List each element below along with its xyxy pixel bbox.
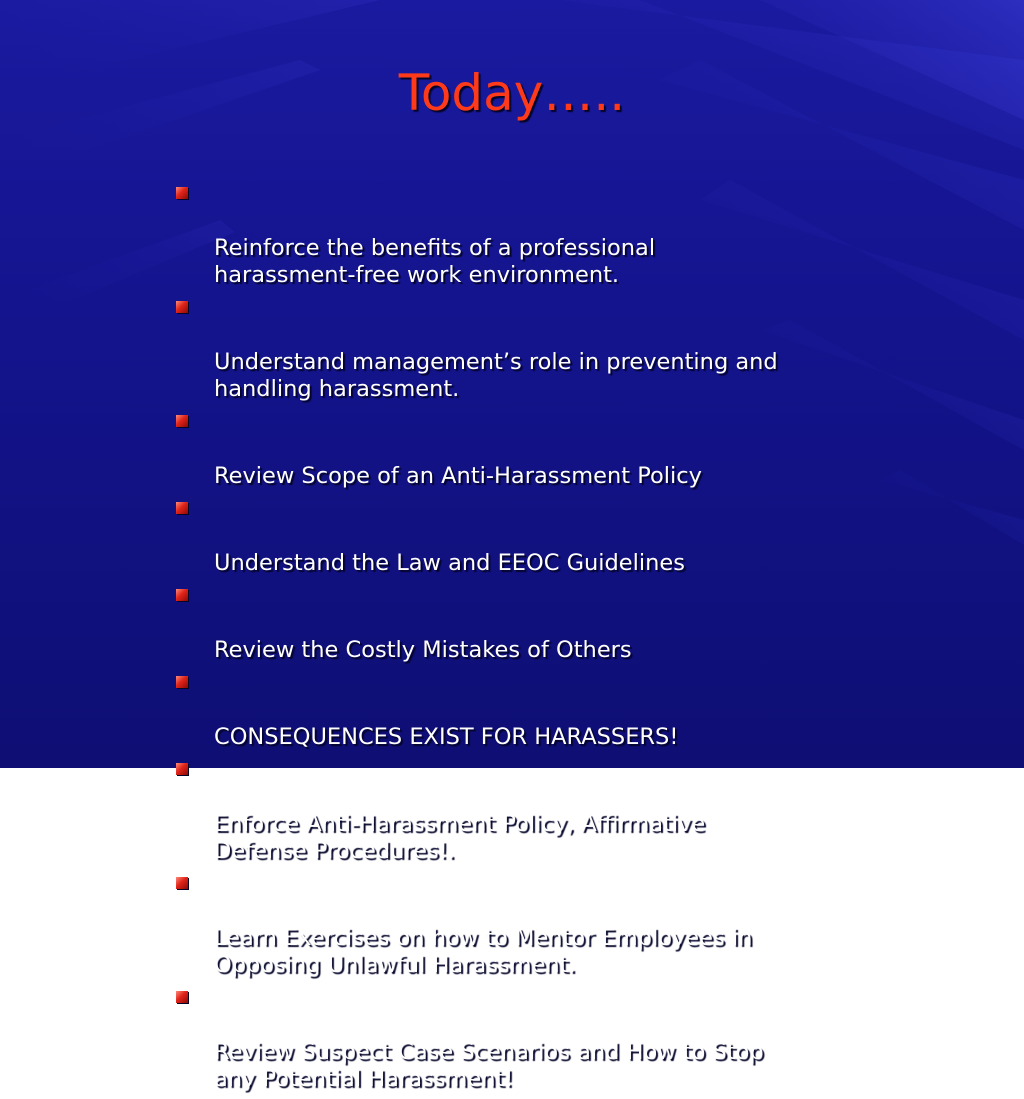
red-square-bullet-icon bbox=[176, 763, 188, 775]
red-square-bullet-icon bbox=[176, 502, 188, 514]
bullet-text: CONSEQUENCES EXIST FOR HARASSERS! bbox=[214, 724, 679, 750]
bullet-text: Review Scope of an Anti-Harassment Policy bbox=[214, 463, 702, 489]
bullet-list bbox=[176, 181, 876, 1099]
bullet-text: Understand management’s role in preventing and handling harassment. bbox=[214, 349, 778, 402]
bullet-text: Review Suspect Case Scenarios and How to Stop any Potential Harassment! bbox=[214, 1039, 764, 1092]
bullet-text: Understand the Law and EEOC Guidelines bbox=[214, 550, 685, 576]
bullet-text: Learn Exercises on how to Mentor Employees in Opposing Unlawful Harassment. bbox=[214, 925, 753, 978]
list-item bbox=[176, 181, 876, 289]
bullet-text: Reinforce the benefits of a professional harassment-free work environment. bbox=[214, 235, 656, 288]
list-item bbox=[176, 583, 876, 664]
slide-title: Today….. bbox=[398, 64, 626, 122]
list-item bbox=[176, 295, 876, 403]
list-item bbox=[176, 985, 876, 1093]
list-item bbox=[176, 496, 876, 577]
red-square-bullet-icon bbox=[176, 301, 188, 313]
red-square-bullet-icon bbox=[176, 415, 188, 427]
list-item bbox=[176, 670, 876, 751]
red-square-bullet-icon bbox=[176, 187, 188, 199]
list-item bbox=[176, 871, 876, 979]
list-item bbox=[176, 757, 876, 865]
list-item bbox=[176, 409, 876, 490]
red-square-bullet-icon bbox=[176, 589, 188, 601]
red-square-bullet-icon bbox=[176, 676, 188, 688]
bullet-text: Review the Costly Mistakes of Others bbox=[214, 637, 632, 663]
bullet-text: Enforce Anti-Harassment Policy, Affirmative Defense Procedures!. bbox=[214, 811, 706, 864]
red-square-bullet-icon bbox=[176, 991, 188, 1003]
red-square-bullet-icon bbox=[176, 877, 188, 889]
